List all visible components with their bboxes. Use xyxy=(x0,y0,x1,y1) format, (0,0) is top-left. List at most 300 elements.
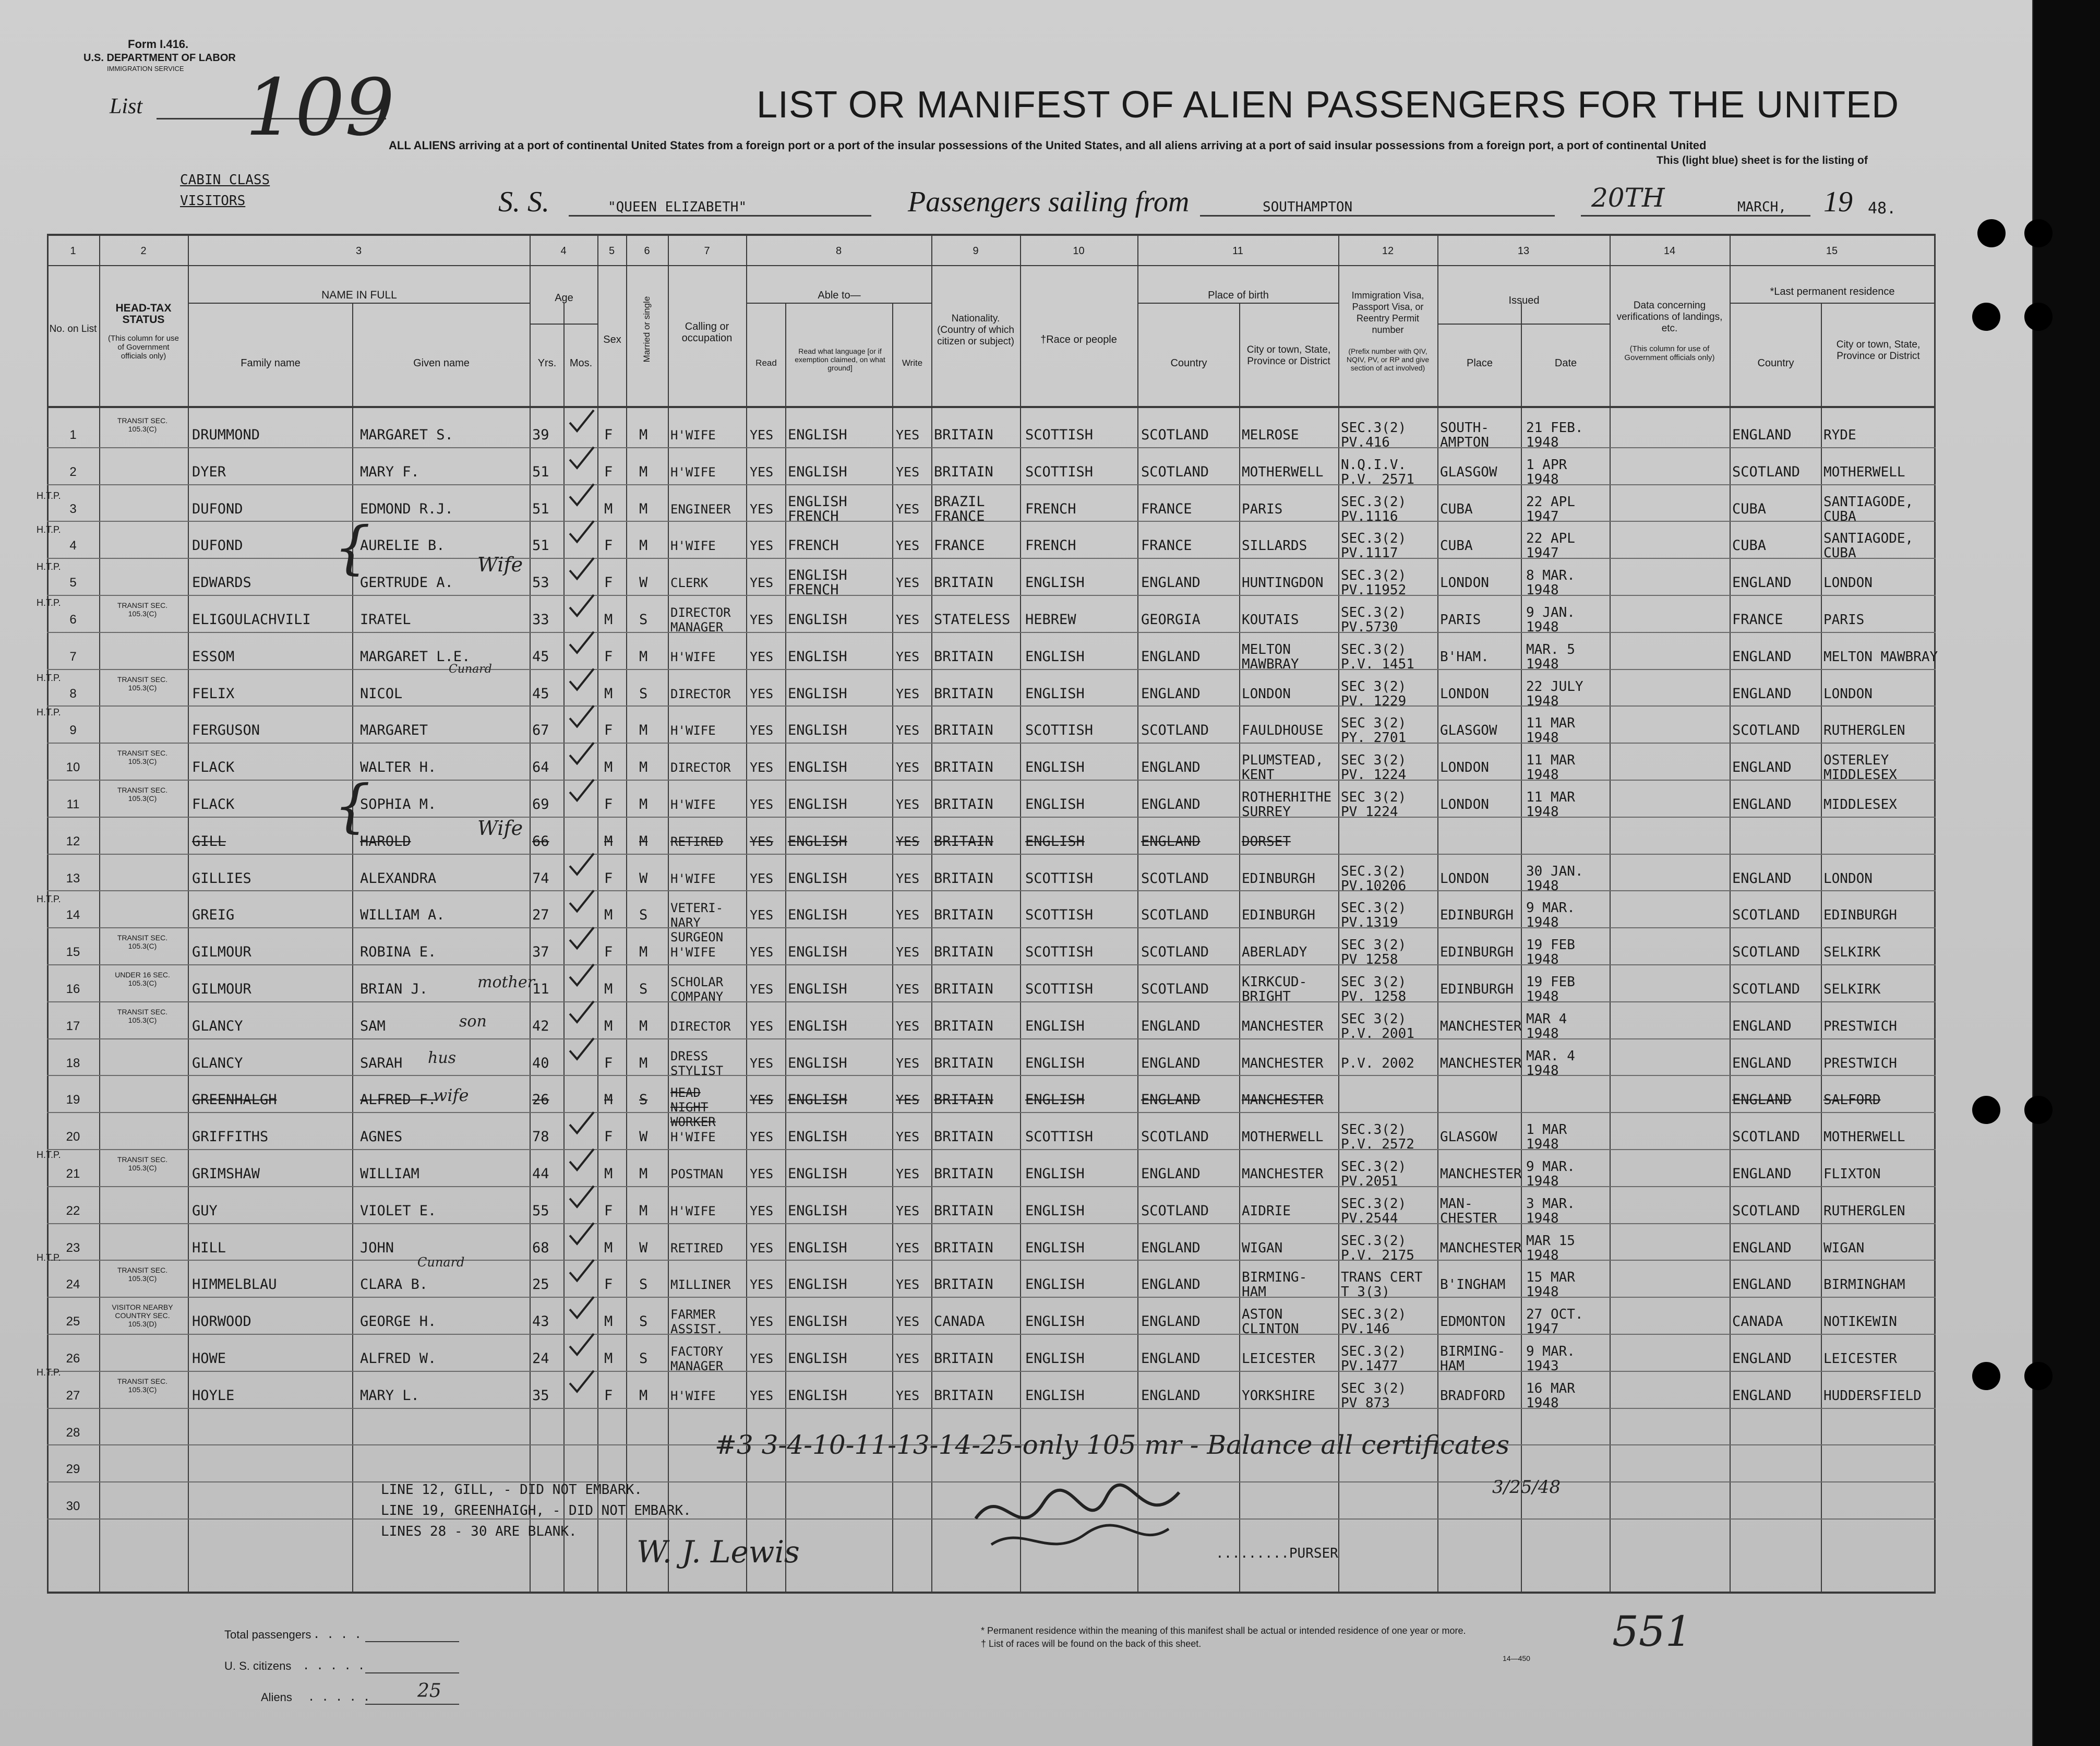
row-issued-date: 11 MAR 1948 xyxy=(1526,752,1575,783)
row-read: YES xyxy=(750,686,774,701)
year-suffix: 48. xyxy=(1868,199,1897,218)
row-read-language: ENGLISH xyxy=(788,1018,847,1034)
punch-hole xyxy=(1972,1362,2000,1390)
row-read: YES xyxy=(750,1351,774,1366)
row-row-number: 9 xyxy=(69,723,77,738)
footnote-races: † List of races will be found on the back of this sheet. xyxy=(981,1639,1202,1649)
row-divider xyxy=(47,484,1936,485)
row-age-years: 55 xyxy=(532,1202,549,1219)
row-given-name: BRIAN J. xyxy=(360,981,428,997)
row-occupation: DIRECTOR MANAGER xyxy=(670,605,731,635)
row-visa-number: SEC.3(2) PV.1117 xyxy=(1341,531,1407,561)
row-sex: M xyxy=(604,981,613,997)
list-label: List xyxy=(110,94,143,118)
check-icon xyxy=(570,1260,594,1281)
row-residence-city: LONDON xyxy=(1823,575,1873,591)
row-nationality: BRITAIN xyxy=(934,648,993,665)
row-sex: M xyxy=(604,759,613,776)
row-divider xyxy=(47,1223,1936,1224)
row-read-language: ENGLISH xyxy=(788,759,847,776)
row-nationality: BRITAIN xyxy=(934,870,993,887)
row-issued-place: SOUTH- AMPTON xyxy=(1440,420,1489,450)
header-sex: Sex xyxy=(603,334,621,345)
col-number: 1 xyxy=(70,245,76,257)
row-visa-number: SEC.3(2) PV.1319 xyxy=(1341,900,1407,931)
row-head-tax-status: TRANSIT SEC. 105.3(C) xyxy=(117,934,168,951)
row-race: SCOTTISH xyxy=(1025,722,1094,739)
row-family-name: FLACK xyxy=(192,796,235,812)
header-issued-date: Date xyxy=(1554,357,1577,369)
row-given-name: NICOL xyxy=(360,685,403,702)
header-no-on-list: No. on List xyxy=(49,324,97,334)
row-write: YES xyxy=(896,1055,920,1071)
row-read: YES xyxy=(750,833,774,849)
htp-mark: H.T.P. xyxy=(37,707,61,717)
row-residence-city: EDINBURGH xyxy=(1823,907,1897,924)
row-write: YES xyxy=(896,1388,920,1403)
row-nationality: BRAZIL FRANCE xyxy=(934,493,985,524)
row-nationality: BRITAIN xyxy=(934,1166,993,1182)
row-nationality: BRITAIN xyxy=(934,944,993,961)
row-sex: F xyxy=(604,1202,613,1219)
punch-hole xyxy=(1972,303,2000,331)
row-issued-place: MAN- CHESTER xyxy=(1440,1195,1497,1226)
row-given-name: SARAH xyxy=(360,1055,403,1071)
row-given-name: AGNES xyxy=(360,1129,403,1145)
annotation-cunard: Cunard xyxy=(449,663,492,676)
row-issued-place: BRADFORD xyxy=(1440,1388,1506,1404)
row-head-tax-status: UNDER 16 SEC. 105.3(C) xyxy=(115,971,170,987)
row-issued-date: 21 FEB. 1948 xyxy=(1526,420,1583,450)
row-age-years: 45 xyxy=(532,685,549,702)
row-issued-place: LONDON xyxy=(1440,797,1489,812)
row-divider xyxy=(47,521,1936,522)
row-write: YES xyxy=(896,944,920,960)
row-sex: M xyxy=(604,500,613,517)
row-birth-city: KIRKCUD- BRIGHT xyxy=(1242,974,1307,1004)
row-given-name: MARGARET xyxy=(360,722,428,739)
row-write: YES xyxy=(896,1018,920,1034)
col-number: 5 xyxy=(608,245,615,257)
row-race: SCOTTISH xyxy=(1025,944,1094,961)
row-occupation: FACTORY MANAGER xyxy=(670,1344,724,1373)
bracket-icon: { xyxy=(334,514,370,581)
htp-mark: H.T.P. xyxy=(37,1252,61,1263)
row-residence-city: RUTHERGLEN xyxy=(1823,1203,1905,1219)
department-label: U.S. DEPARTMENT OF LABOR xyxy=(83,52,236,64)
annotation-husband: hus xyxy=(428,1049,457,1067)
row-residence-country: ENGLAND xyxy=(1732,575,1792,591)
row-visa-number: SEC.3(2) PV.416 xyxy=(1341,420,1407,450)
row-read: YES xyxy=(750,649,774,664)
header-read-language: Read what language [or if exemption claimed, on what ground] xyxy=(795,347,885,372)
header-visa: Immigration Visa, Passport Visa, or Reentry Permit number xyxy=(1351,290,1424,335)
row-read-language: ENGLISH xyxy=(788,1092,847,1108)
row-issued-date: 11 MAR 1948 xyxy=(1526,715,1575,746)
row-sex: M xyxy=(604,1239,613,1256)
row-issued-date: 9 MAR. 1948 xyxy=(1526,900,1575,931)
check-icon xyxy=(570,743,594,763)
row-read-language: ENGLISH xyxy=(788,907,847,924)
row-divider xyxy=(47,1075,1936,1076)
header-age: Age xyxy=(555,292,573,304)
row-sex: F xyxy=(604,1129,613,1145)
row-family-name: HIMMELBLAU xyxy=(192,1276,277,1293)
footer-us-citizens: U. S. citizens xyxy=(224,1659,292,1672)
check-icon xyxy=(570,1112,594,1133)
check-icon xyxy=(570,1038,594,1059)
row-age-years: 26 xyxy=(532,1092,549,1108)
row-race: ENGLISH xyxy=(1025,648,1085,665)
row-visa-number: SEC.3(2) PV.10206 xyxy=(1341,863,1407,894)
row-age-years: 78 xyxy=(532,1129,549,1145)
col-number: 15 xyxy=(1826,245,1838,257)
port-underline xyxy=(1200,215,1555,217)
check-icon xyxy=(570,1001,594,1022)
row-marital-status: M xyxy=(639,759,648,776)
row-read-language: ENGLISH xyxy=(788,685,847,702)
row-row-number: 1 xyxy=(69,428,77,442)
row-birth-country: SCOTLAND xyxy=(1141,944,1209,961)
row-family-name: GLANCY xyxy=(192,1018,243,1034)
row-race: FRENCH xyxy=(1025,500,1076,517)
header-nationality: Nationality. (Country of which citizen or subject) xyxy=(937,313,1014,347)
row-issued-place: MANCHESTER xyxy=(1440,1018,1522,1034)
row-occupation: DIRECTOR xyxy=(670,1019,731,1034)
manifest-subtitle: ALL ALIENS arriving at a port of continental United States from a foreign port or a port of the insular possessions of the United States, and all aliens arriving at a port of said insular possessions from a foreign port, a port of continental United xyxy=(389,139,1707,152)
header-data-note: (This column for use of Government officials only) xyxy=(1624,344,1715,362)
row-row-number: 7 xyxy=(69,649,77,664)
row-divider xyxy=(47,595,1936,596)
row-write: YES xyxy=(896,907,920,923)
row-occupation: ENGINEER xyxy=(670,501,731,517)
row-issued-place: PARIS xyxy=(1440,612,1481,628)
row-divider xyxy=(47,705,1936,707)
row-read: YES xyxy=(750,1018,774,1034)
row-read-language: ENGLISH xyxy=(788,1055,847,1071)
row-age-years: 37 xyxy=(532,944,549,961)
row-sex: M xyxy=(604,1350,613,1367)
row-row-number: 30 xyxy=(66,1499,80,1514)
row-occupation: DIRECTOR xyxy=(670,686,731,701)
row-family-name: GREIG xyxy=(192,907,235,924)
row-read-language: ENGLISH xyxy=(788,722,847,739)
row-nationality: BRITAIN xyxy=(934,1092,993,1108)
row-row-number: 14 xyxy=(66,908,80,923)
purser-line: .........PURSER xyxy=(1216,1546,1338,1561)
row-issued-date: 9 JAN. 1948 xyxy=(1526,605,1575,635)
row-residence-country: ENGLAND xyxy=(1732,648,1792,665)
punch-hole xyxy=(1977,219,2006,247)
row-given-name: SAM xyxy=(360,1018,386,1034)
row-read: YES xyxy=(750,427,774,443)
row-row-number: 22 xyxy=(66,1203,80,1218)
row-nationality: BRITAIN xyxy=(934,463,993,480)
row-write: YES xyxy=(896,538,920,554)
row-issued-place: B'INGHAM xyxy=(1440,1277,1506,1293)
row-residence-city: FLIXTON xyxy=(1823,1166,1881,1182)
row-family-name: GRIFFITHS xyxy=(192,1129,269,1145)
check-icon xyxy=(570,1297,594,1318)
row-issued-place: LONDON xyxy=(1440,760,1489,776)
row-issued-place: LONDON xyxy=(1440,686,1489,702)
row-residence-country: SCOTLAND xyxy=(1732,1202,1801,1219)
row-issued-place: B'HAM. xyxy=(1440,649,1489,665)
row-read-language: ENGLISH xyxy=(788,427,847,443)
row-residence-country: ENGLAND xyxy=(1732,1276,1792,1293)
htp-mark: H.T.P. xyxy=(37,894,61,904)
row-occupation: H'WIFE xyxy=(670,1130,716,1145)
header-last-residence: *Last permanent residence xyxy=(1770,286,1895,297)
ss-label: S. S. xyxy=(498,186,549,218)
row-issued-date: 1 APR 1948 xyxy=(1526,457,1567,487)
row-read: YES xyxy=(750,1166,774,1181)
row-marital-status: M xyxy=(639,1018,648,1034)
row-nationality: BRITAIN xyxy=(934,1129,993,1145)
row-read: YES xyxy=(750,797,774,812)
row-residence-country: SCOTLAND xyxy=(1732,1129,1801,1145)
row-given-name: WILLIAM A. xyxy=(360,907,445,924)
row-divider xyxy=(47,669,1936,670)
row-issued-date: 9 MAR. 1948 xyxy=(1526,1159,1575,1189)
row-read: YES xyxy=(750,1388,774,1403)
check-icon xyxy=(570,854,594,875)
row-residence-country: ENGLAND xyxy=(1732,870,1792,887)
row-issued-place: CUBA xyxy=(1440,501,1473,517)
row-birth-city: LEICESTER xyxy=(1242,1351,1315,1367)
row-row-number: 17 xyxy=(66,1019,80,1033)
row-birth-country: FRANCE xyxy=(1141,537,1192,554)
row-family-name: HOWE xyxy=(192,1350,226,1367)
row-divider xyxy=(47,964,1936,965)
row-given-name: ALFRED W. xyxy=(360,1350,437,1367)
row-birth-country: SCOTLAND xyxy=(1141,1202,1209,1219)
punch-hole xyxy=(2024,1362,2053,1390)
row-birth-country: ENGLAND xyxy=(1141,1055,1201,1071)
row-residence-city: LONDON xyxy=(1823,870,1873,887)
row-birth-country: ENGLAND xyxy=(1141,1276,1201,1293)
row-visa-number: SEC.3(2) PV.1477 xyxy=(1341,1344,1407,1374)
row-birth-city: ROTHERHITHE SURREY xyxy=(1242,790,1332,820)
row-occupation: DRESS STYLIST xyxy=(670,1048,724,1078)
row-sex: M xyxy=(604,1018,613,1034)
check-icon xyxy=(570,705,594,726)
row-head-tax-status: TRANSIT SEC. 105.3(C) xyxy=(117,1007,168,1024)
manifest-subtitle-2: This (light blue) sheet is for the listing of xyxy=(1657,154,1868,166)
row-marital-status: M xyxy=(639,796,648,812)
row-age-years: 67 xyxy=(532,722,549,739)
row-sex: F xyxy=(604,1055,613,1071)
row-issued-date: 30 JAN. 1948 xyxy=(1526,863,1583,894)
header-race: †Race or people xyxy=(1040,334,1117,345)
row-read-language: ENGLISH xyxy=(788,1276,847,1293)
row-row-number: 11 xyxy=(66,797,80,811)
class-label: CABIN CLASS xyxy=(180,172,270,188)
header-given-name: Given name xyxy=(413,357,470,369)
col-number: 6 xyxy=(644,245,650,257)
row-issued-date: 1 MAR 1948 xyxy=(1526,1122,1567,1153)
check-icon xyxy=(570,484,594,505)
row-sex: F xyxy=(604,944,613,961)
header-family-name: Family name xyxy=(241,357,301,369)
row-read: YES xyxy=(750,944,774,960)
row-read: YES xyxy=(750,723,774,738)
row-age-years: 74 xyxy=(532,870,549,887)
row-occupation: FARMER ASSIST. xyxy=(670,1307,724,1337)
header-residence-city: City or town, State, Province or District xyxy=(1836,339,1921,362)
row-read-language: ENGLISH xyxy=(788,1313,847,1330)
form-number: Form I.416. xyxy=(128,38,189,51)
row-residence-country: ENGLAND xyxy=(1732,796,1792,812)
row-sex: F xyxy=(604,575,613,591)
htp-mark: H.T.P. xyxy=(37,491,61,501)
row-occupation: H'WIFE xyxy=(670,539,716,554)
row-sex: F xyxy=(604,796,613,812)
row-age-years: 42 xyxy=(532,1018,549,1034)
row-marital-status: S xyxy=(639,612,648,628)
row-issued-date: 27 OCT. 1947 xyxy=(1526,1307,1583,1337)
row-birth-country: SCOTLAND xyxy=(1141,427,1209,443)
row-row-number: 8 xyxy=(69,686,77,701)
col-number: 10 xyxy=(1073,245,1085,257)
row-nationality: BRITAIN xyxy=(934,1387,993,1404)
row-residence-country: SCOTLAND xyxy=(1732,463,1801,480)
row-family-name: GREENHALGH xyxy=(192,1092,277,1108)
row-family-name: GILL xyxy=(192,833,226,850)
footer-dots: . . . . xyxy=(313,1628,362,1641)
note-line-19: LINE 19, GREENHAIGH, - DID NOT EMBARK. xyxy=(381,1503,691,1518)
row-write: YES xyxy=(896,982,920,997)
row-write: YES xyxy=(896,649,920,664)
row-sex: M xyxy=(604,833,613,850)
row-issued-place: BIRMING- HAM xyxy=(1440,1344,1506,1374)
sailing-day: 20TH xyxy=(1591,183,1665,213)
row-birth-city: MANCHESTER xyxy=(1242,1092,1324,1108)
annotation-wife: Wife xyxy=(477,553,523,576)
row-issued-place: EDINBURGH xyxy=(1440,944,1514,961)
row-write: YES xyxy=(896,1092,920,1108)
row-residence-city: SANTIAGODE, CUBA xyxy=(1823,494,1914,524)
row-birth-country: ENGLAND xyxy=(1141,685,1201,702)
row-birth-country: ENGLAND xyxy=(1141,1166,1201,1182)
row-age-years: 24 xyxy=(532,1350,549,1367)
row-nationality: BRITAIN xyxy=(934,685,993,702)
row-birth-city: LONDON xyxy=(1242,686,1291,702)
row-birth-city: MELROSE xyxy=(1242,427,1299,443)
row-divider xyxy=(47,890,1936,891)
row-sex: F xyxy=(604,722,613,739)
row-divider xyxy=(47,1001,1936,1002)
row-given-name: IRATEL xyxy=(360,612,411,628)
column-number-divider xyxy=(47,265,1936,266)
header-write: Write xyxy=(902,358,923,368)
col-number: 14 xyxy=(1663,245,1676,257)
row-given-name: EDMOND R.J. xyxy=(360,500,453,517)
row-given-name: ALEXANDRA xyxy=(360,870,437,887)
row-occupation: H'WIFE xyxy=(670,464,716,480)
row-residence-country: ENGLAND xyxy=(1732,1018,1792,1034)
check-icon xyxy=(570,447,594,468)
row-age-years: 69 xyxy=(532,796,549,812)
row-age-years: 11 xyxy=(532,981,549,997)
row-row-number: 29 xyxy=(66,1462,80,1477)
col-number: 7 xyxy=(704,245,710,257)
row-visa-number: P.V. 2002 xyxy=(1341,1055,1414,1071)
check-marks xyxy=(563,408,600,1426)
row-head-tax-status: TRANSIT SEC. 105.3(C) xyxy=(117,749,168,766)
row-birth-country: ENGLAND xyxy=(1141,759,1201,776)
header-married: Married or single xyxy=(642,296,652,363)
row-given-name: ROBINA E. xyxy=(360,944,437,961)
row-birth-country: ENGLAND xyxy=(1141,1387,1201,1404)
row-write: YES xyxy=(896,427,920,443)
row-birth-country: GEORGIA xyxy=(1141,612,1201,628)
row-row-number: 12 xyxy=(66,834,80,848)
row-divider xyxy=(47,1112,1936,1113)
row-family-name: FLACK xyxy=(192,759,235,776)
row-divider xyxy=(47,817,1936,818)
row-age-years: 68 xyxy=(532,1239,549,1256)
row-residence-country: FRANCE xyxy=(1732,612,1783,628)
row-visa-number: SEC 3(2) PV 1224 xyxy=(1341,790,1407,820)
row-birth-city: AIDRIE xyxy=(1242,1203,1291,1219)
row-race: ENGLISH xyxy=(1025,833,1085,850)
annotation-mother: mother xyxy=(477,973,535,991)
row-visa-number: SEC.3(2) PV.2544 xyxy=(1341,1195,1407,1226)
row-sex: F xyxy=(604,537,613,554)
punch-hole xyxy=(2024,1096,2053,1124)
row-given-name: MARGARET L.E. xyxy=(360,648,471,665)
row-race: HEBREW xyxy=(1025,612,1076,628)
row-residence-city: MIDDLESEX xyxy=(1823,797,1897,812)
row-marital-status: M xyxy=(639,1055,648,1071)
row-marital-status: S xyxy=(639,1276,648,1293)
departure-port: SOUTHAMPTON xyxy=(1263,199,1353,215)
row-residence-city: BIRMINGHAM xyxy=(1823,1277,1905,1293)
row-sex: M xyxy=(604,685,613,702)
row-marital-status: M xyxy=(639,1166,648,1182)
row-race: FRENCH xyxy=(1025,537,1076,554)
row-issued-place: MANCHESTER xyxy=(1440,1055,1522,1071)
row-birth-city: ASTON CLINTON xyxy=(1242,1307,1299,1337)
htp-mark: H.T.P. xyxy=(37,597,61,608)
punch-hole xyxy=(2024,303,2053,331)
header-able-to: Able to— xyxy=(818,290,861,301)
row-birth-country: ENGLAND xyxy=(1141,648,1201,665)
header-birth-country: Country xyxy=(1170,357,1207,369)
row-visa-number: SEC.3(2) P.V. 1451 xyxy=(1341,641,1414,672)
row-row-number: 13 xyxy=(66,871,80,886)
row-occupation: RETIRED xyxy=(670,1240,724,1255)
row-divider xyxy=(47,1038,1936,1039)
row-given-name: AURELIE B. xyxy=(360,537,445,554)
row-issued-date: 15 MAR 1948 xyxy=(1526,1270,1575,1300)
col-number: 11 xyxy=(1232,245,1243,257)
row-family-name: HORWOOD xyxy=(192,1313,251,1330)
row-race: ENGLISH xyxy=(1025,1055,1085,1071)
row-row-number: 26 xyxy=(66,1352,80,1366)
row-issued-date: 16 MAR 1948 xyxy=(1526,1380,1575,1411)
row-race: ENGLISH xyxy=(1025,1276,1085,1293)
row-visa-number: SEC 3(2) PV. 1229 xyxy=(1341,678,1407,709)
annotation-cunard: Cunard xyxy=(417,1255,465,1270)
row-nationality: BRITAIN xyxy=(934,759,993,776)
row-write: YES xyxy=(896,1240,920,1255)
row-write: YES xyxy=(896,1203,920,1218)
row-nationality: BRITAIN xyxy=(934,907,993,924)
row-issued-place: EDINBURGH xyxy=(1440,982,1514,997)
row-birth-country: ENGLAND xyxy=(1141,1092,1201,1108)
